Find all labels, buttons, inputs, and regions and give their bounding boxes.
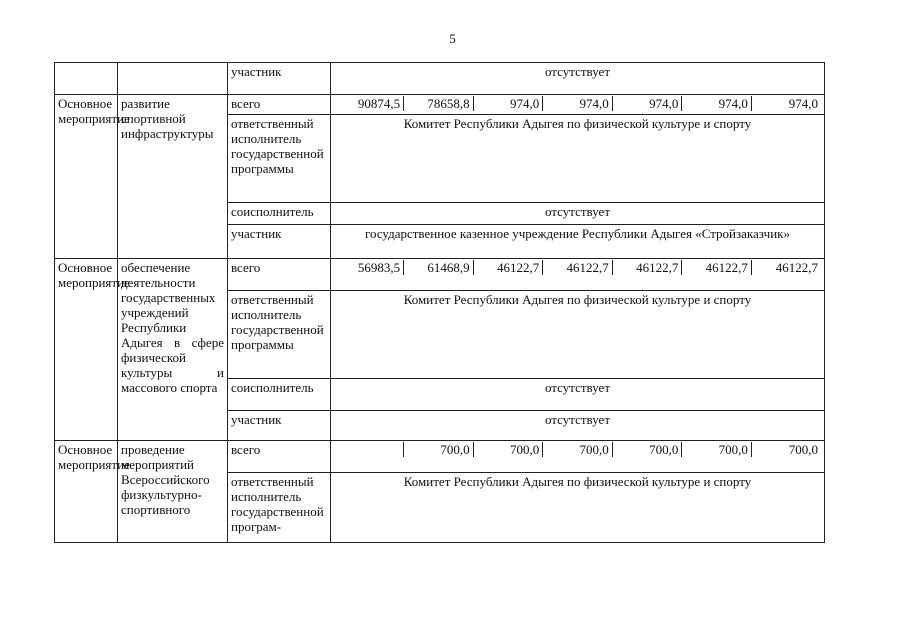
activity-title: развитие спортивной инфраструктуры xyxy=(118,95,228,259)
funding-value: 78658,8 xyxy=(404,96,474,111)
funding-value: 61468,9 xyxy=(404,260,474,275)
funding-value: 46122,7 xyxy=(682,260,752,275)
table-row xyxy=(55,63,825,95)
page-number: 5 xyxy=(449,31,456,46)
responsible-value: Комитет Республики Адыгея по физической культуре и спорту xyxy=(331,473,825,543)
funding-value: 700,0 xyxy=(404,442,474,457)
funding-value: 974,0 xyxy=(612,96,682,111)
funding-value: 46122,7 xyxy=(612,260,682,275)
funding-value: 700,0 xyxy=(543,442,613,457)
responsible-label: ответственный исполнитель государственной програм- xyxy=(228,473,331,543)
table-row xyxy=(55,259,825,291)
activity-kind: Основное мероприятие xyxy=(55,95,118,259)
program-activities-table xyxy=(54,62,825,543)
funding-value: 700,0 xyxy=(473,442,543,457)
funding-values xyxy=(331,95,825,115)
coexecutor-label: соисполнитель xyxy=(228,203,331,225)
responsible-label: ответственный исполнитель государственной программы xyxy=(228,115,331,203)
participant-label: участник xyxy=(228,225,331,259)
coexecutor-value: отсутствует xyxy=(331,203,825,225)
participant-value: отсутствует xyxy=(331,63,825,95)
total-label: всего xyxy=(228,95,331,115)
funding-value: 974,0 xyxy=(682,96,752,111)
total-label: всего xyxy=(228,441,331,473)
activity-title: проведение мероприятий Всероссийского физкультурно-спортивного xyxy=(118,441,228,543)
funding-value: 700,0 xyxy=(751,442,821,457)
participant-value: государственное казенное учреждение Республики Адыгея «Стройзаказчик» xyxy=(331,225,825,259)
coexecutor-value: отсутствует xyxy=(331,379,825,411)
funding-value: 90874,5 xyxy=(357,96,401,111)
funding-values xyxy=(331,441,825,473)
funding-value: 700,0 xyxy=(612,442,682,457)
funding-value: 700,0 xyxy=(682,442,752,457)
table-row xyxy=(55,441,825,473)
funding-value: 56983,5 xyxy=(357,260,401,275)
responsible-value: Комитет Республики Адыгея по физической культуре и спорту xyxy=(331,291,825,379)
activity-kind: Основное мероприятие xyxy=(55,259,118,441)
participant-label: участник xyxy=(228,411,331,441)
funding-value: 974,0 xyxy=(751,96,821,111)
funding-value xyxy=(334,442,404,457)
funding-value: 46122,7 xyxy=(751,260,821,275)
funding-value: 46122,7 xyxy=(543,260,613,275)
funding-value: 974,0 xyxy=(473,96,543,111)
coexecutor-label: соисполнитель xyxy=(228,379,331,411)
funding-value: 974,0 xyxy=(543,96,613,111)
activity-kind: Основное мероприятие xyxy=(55,441,118,543)
participant-label: участник xyxy=(228,63,331,95)
participant-value: отсутствует xyxy=(331,411,825,441)
total-label: всего xyxy=(228,259,331,291)
table-row xyxy=(55,95,825,115)
responsible-label: ответственный исполнитель государственной программы xyxy=(228,291,331,379)
responsible-value: Комитет Республики Адыгея по физической культуре и спорту xyxy=(331,115,825,203)
funding-values xyxy=(331,259,825,291)
funding-value: 46122,7 xyxy=(473,260,543,275)
activity-title: обеспечение деятельности государственных учреждений Республики Адыгея в сфере физической культуры и массового спорта xyxy=(118,259,228,441)
